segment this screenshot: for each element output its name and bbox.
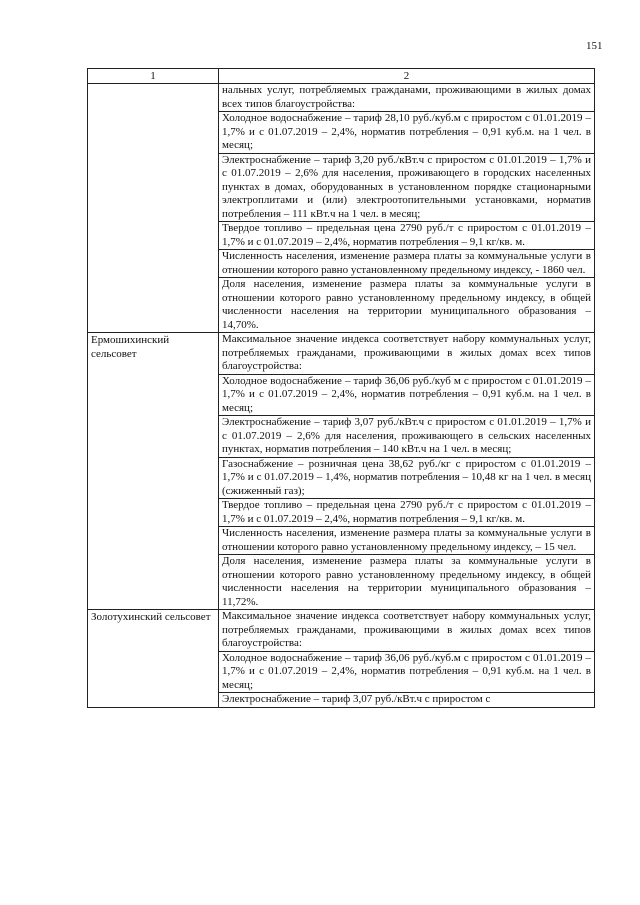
description-paragraph: Твердое топливо – предельная цена 2790 руб./т с приростом с 01.01.2019 – 1,7% и с 01.07.2019 – 2,4%, норматив потребления – 9,1 кг/кв. м. xyxy=(219,221,594,249)
column-header-1: 1 xyxy=(88,69,219,84)
document-table xyxy=(87,68,595,708)
description-paragraph: Доля населения, изменение размера платы за коммунальные услуги в отношении которого равно установленному предельному индексу, в общей численности населения на территории муниципального образования – 11,72%. xyxy=(219,554,594,609)
description-paragraph: Твердое топливо – предельная цена 2790 руб./т с приростом с 01.01.2019 – 1,7% и с 01.07.2019 – 2,4%, норматив потребления – 9,1 кг/кв. м. xyxy=(219,498,594,526)
description-paragraph: Численность населения, изменение размера платы за коммунальные услуги в отношении которого равно установленному предельному индексу, - 1860 чел. xyxy=(219,249,594,277)
municipality-cell xyxy=(88,610,219,708)
table-row xyxy=(88,84,595,333)
page-number: 151 xyxy=(586,40,603,52)
table-row xyxy=(88,333,595,610)
description-cell xyxy=(219,333,595,610)
description-paragraph: Доля населения, изменение размера платы за коммунальные услуги в отношении которого равно установленному предельному индексу, в общей численности населения на территории муниципального образования – 14,70%. xyxy=(219,277,594,332)
municipality-cell xyxy=(88,84,219,333)
description-paragraph: Электроснабжение – тариф 3,07 руб./кВт.ч с приростом с 01.01.2019 – 1,7% и с 01.07.2019 – 2,6% для населения, проживающего в сельских населенных пунктах, норматив потребления – 140 кВт.ч на 1 чел. в месяц; xyxy=(219,415,594,457)
description-paragraph: нальных услуг, потребляемых гражданами, проживающими в жилых домах всех типов благоустройства: xyxy=(222,84,591,110)
table-body xyxy=(88,84,595,708)
description-paragraph: Численность населения, изменение размера платы за коммунальные услуги в отношении которого равно установленному предельному индексу, – 15 чел. xyxy=(219,526,594,554)
municipality-name xyxy=(88,84,218,86)
description-cell xyxy=(219,84,595,333)
description-paragraph: Холодное водоснабжение – тариф 36,06 руб./куб м с приростом с 01.01.2019 – 1,7% и с 01.07.2019 – 2,4%, норматив потребления – 0,91 куб.м. на 1 чел. в месяц; xyxy=(219,374,594,416)
description-paragraph: Максимальное значение индекса соответствует набору коммунальных услуг, потребляемых гражданами, проживающими в жилых домах всех типов благоустройства: xyxy=(222,333,591,372)
description-paragraph: Электроснабжение – тариф 3,07 руб./кВт.ч с приростом с xyxy=(219,692,594,707)
column-header-2: 2 xyxy=(219,69,595,84)
description-cell xyxy=(219,610,595,708)
table-row xyxy=(88,610,595,708)
municipality-name: Ермошихинский сельсовет xyxy=(91,334,170,360)
description-paragraph: Электроснабжение – тариф 3,20 руб./кВт.ч с приростом с 01.01.2019 – 1,7% и с 01.07.2019 – 2,6% для населения, проживающего в городских населенных пунктах в домах, оборудованных в установленном порядке стационарными электроплитами и (или) электроотопительными установками, норматив потребления – 111 кВт.ч на 1 чел. в месяц; xyxy=(219,153,594,222)
table-header-row xyxy=(88,69,595,84)
description-paragraph: Холодное водоснабжение – тариф 28,10 руб./куб.м с приростом с 01.01.2019 – 1,7% и с 01.07.2019 – 2,4%, норматив потребления – 0,91 куб.м. на 1 чел. в месяц; xyxy=(219,111,594,153)
municipality-name: Золотухинский сельсовет xyxy=(91,611,211,623)
description-paragraph: Холодное водоснабжение – тариф 36,06 руб./куб.м с приростом с 01.01.2019 – 1,7% и с 01.07.2019 – 2,4%, норматив потребления – 0,91 куб.м. на 1 чел. в месяц; xyxy=(219,651,594,693)
municipality-cell xyxy=(88,333,219,610)
description-paragraph: Газоснабжение – розничная цена 38,62 руб./кг с приростом с 01.01.2019 – 1,7% и с 01.07.2019 – 1,4%, норматив потребления – 10,48 кг на 1 чел. в месяц (сжиженный газ); xyxy=(219,457,594,499)
description-paragraph: Максимальное значение индекса соответствует набору коммунальных услуг, потребляемых гражданами, проживающими в жилых домах всех типов благоустройства: xyxy=(222,610,591,649)
